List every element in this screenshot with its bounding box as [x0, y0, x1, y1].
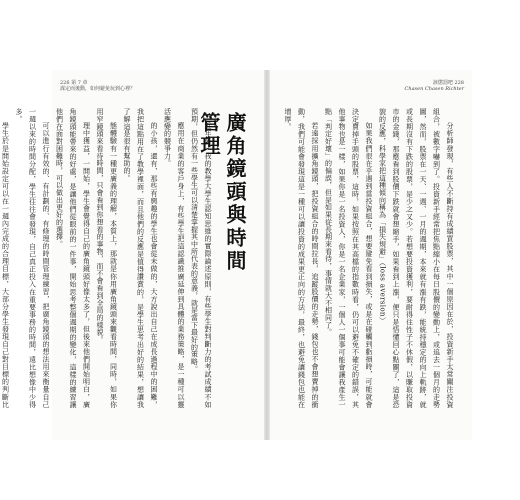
book-title: 該懲罰吧 228	[432, 80, 464, 86]
right-running-header	[405, 80, 464, 92]
paragraph: 分析師發現，有些人不斷持有成績買股票，其中一個原因在於，投資新手太常關注投資組合，被數字嚇到了。投資新手經常把焦點縮小在每日股價的變動上，或追去一個月的走勢圖，然而，股票在一天、一週、一月的週期，本來就有漲有跌，能統持穩定的向上軌跡，就或長期沒有下跌的股票，是少之又少。若想要投資獲利，要耐得住性子不休假，以賺取投資市的金錢，那應看到股價下跌就會想縮手，如果看到上漲，便只是悟懂回心點關了，這是恐貌的反應，科學家把這種傾向稱為「損失規避」（loss aversion）	[378, 108, 454, 408]
paragraph: 若遠採用擴角鏡頭，把投資組合的時間拉長，追蹤股價的走勢，錢包也不會想賣掉的衝動，我們可能會發現這是一種可以讓投資的成果更正向的方法，最終，也避免讓錢包也能在增厚。	[284, 108, 319, 408]
paragraph: 應用在商業的客戶身上，有些學生把這認識推廣延伸到具體的業務策略，是一種可以靈活應變的競爭力。	[163, 108, 185, 408]
paragraph: 學生於是開始設定可以在一週內完成的合理目標，大部分學生發現自己對目標的判斷比	[1, 122, 10, 408]
left-page-number: 226	[60, 80, 70, 86]
paragraph: 可以進行有效的、有計劃的、有條理的時間管理練習，把廣角鏡頭的想法用來衡量自己一週以來的時間分配，學生往往會發現，自己真正投入在重要事務的時間，遠比想像中少得多。	[15, 108, 50, 408]
chapter-subtitle: 謀定而後動，如何避免玩到心裡？	[60, 86, 136, 92]
left-page-text	[1, 108, 214, 408]
section-heading: 廣角鏡頭與時間管理	[197, 112, 247, 273]
paragraph: 的小孩，還有，那些有興趣的學生也會從未做的，大方說出自己在成長過程中的困難，我把這點用在了教學裡面，而且他們的反應是值得讚賞的，是學生思考出好的結果，想讓我了解這是很有幫助的。	[123, 108, 158, 408]
left-running-header	[60, 80, 135, 92]
paragraph: 如果我們很在乎遇到當投資組合，想要避免看到損失，或是在碰觸到虧損時，可能就會決定賣掉手頭的股票，這時，如果按照在其高檔的指數時看，仍可以避免不確定的錯誤，其他事物也是一樣，如果你是一名投資人，你是一名企業家，一個人一個事可能會讓我產生一點「判定好壞」的偏誤，但是如果從長期來看待，事情就大不相同了。	[324, 108, 373, 408]
book-gutter	[264, 70, 270, 440]
right-page-text	[284, 108, 456, 408]
paragraph: 理中獲益，一開始，學生會覺得自己的廣角鏡頭好像太多了，但後來他們開始明白，廣角鏡頭能帶來的好處，是讓他們從眼前的一件事，開始思考整個週期的變化，這樣的練習讓他們在面對困難時，可以做出更好的選擇。	[55, 108, 91, 408]
chapter-label: 第 7 章	[71, 80, 88, 86]
paragraph: 近年來，我的教學大學生認知思維的實際論述原則，有些學生對判斷力的考試成績不如預期，但仍然有一些學生可以清楚掌握其中所代表的意義，就是當下最好的策略。	[190, 108, 212, 408]
book-subtitle: Chasen Chasen Richter	[404, 86, 464, 92]
paragraph: 態體驗有一種更廣義的理解，本質上，那就是你用廣角鏡頭來觀看時間，同時，如果你用窄鏡頭來看待時間，只會看到你想看的事物，而不會看到全局的樣貌。	[96, 108, 118, 408]
